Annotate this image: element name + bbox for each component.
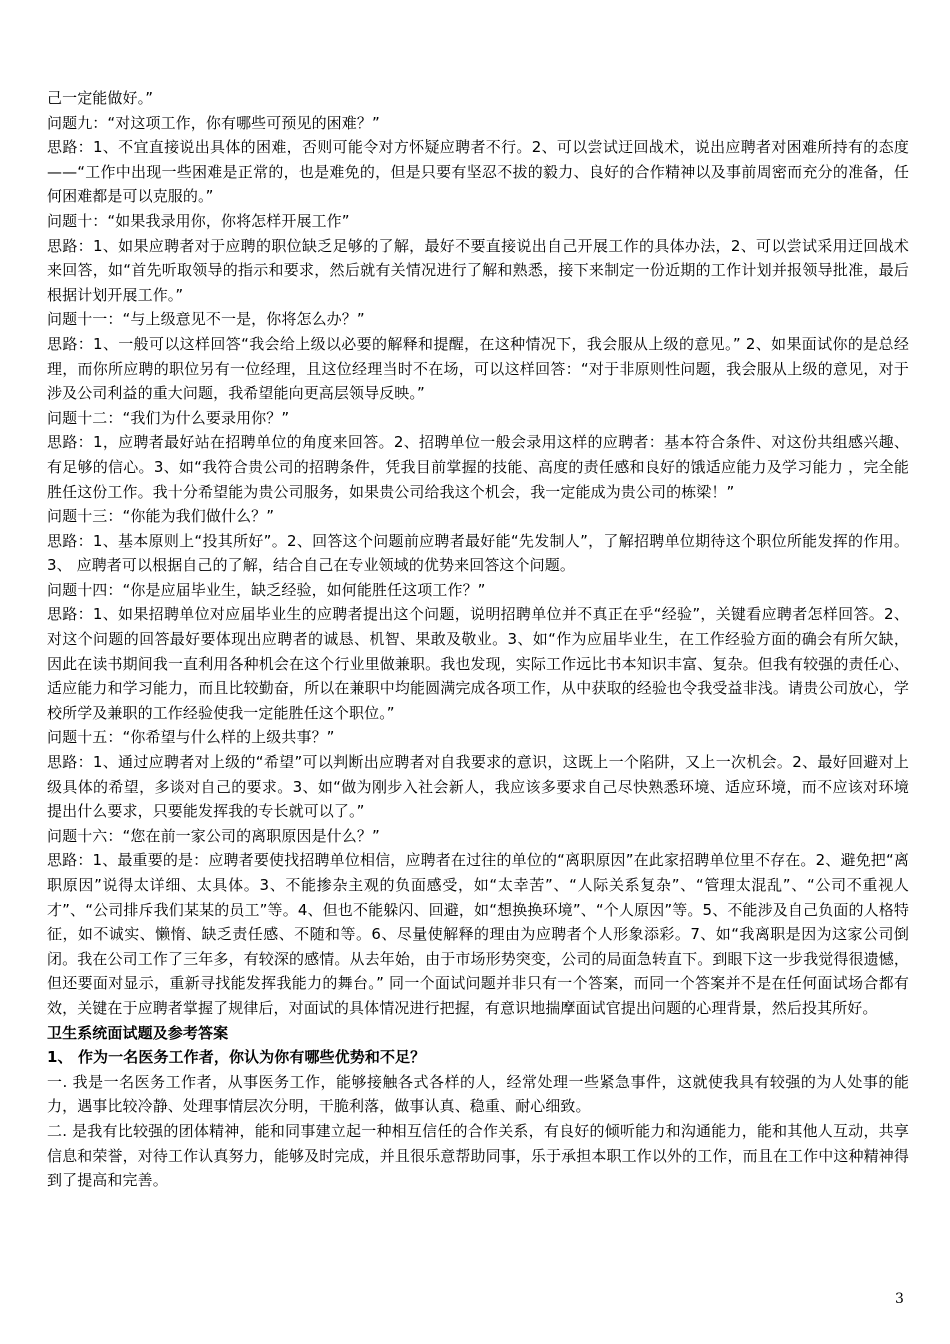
paragraph: 己一定能做好。” [47,89,154,107]
paragraph: 思路：1、一般可以这样回答“我会给上级以必要的解释和提醒，在这种情况下，我会服从上级的意见。” 2、如果面试你的是总经理，而你所应聘的职位另有一位经理，且这位经理当时不在场，可以这样回答：“对于非原则性问题，我会服从上级的意见，对于涉及公司利益的重大问题，我希望能向更高层领导反映。” [47,334,909,403]
question-heading: 问题十二：“我们为什么要录用你？” [47,408,290,427]
paragraph: 思路：1、不宜直接说出具体的困难，否则可能令对方怀疑应聘者不行。2、可以尝试迂回战术，说出应聘者对困难所持有的态度——“工作中出现一些困难是正常的，也是难免的，但是只要有坚忍不拔的毅力、良好的合作精神以及事前周密而充分的准备，任何困难都是可以克服的。” [47,138,909,206]
question-heading: 问题九：“对这项工作，你有哪些可预见的困难？” [47,113,380,132]
paragraph: 思路：1、如果招聘单位对应届毕业生的应聘者提出这个问题，说明招聘单位并不真正在乎“经验”，关键看应聘者怎样回答。2、对这个问题的回答最好要体现出应聘者的诚恳、机智、果敢及敬业。3、如“作为应届毕业生，在工作经验方面的确会有所欠缺，因此在读书期间我一直利用各种机会在这个行业里做兼职。我也发现，实际工作远比书本知识丰富、复杂。但我有较强的责任心、适应能力和学习能力，而且比较勤奋，所以在兼职中均能圆满完成各项工作，从中获取的经验也令我受益非浅。请贵公司放心，学校所学及兼职的工作经验使我一定能胜任这个职位。” [47,605,909,722]
page-number: 3 [895,1291,904,1307]
paragraph: 思路：1、最重要的是：应聘者要使找招聘单位相信，应聘者在过往的单位的“离职原因”在此家招聘单位里不存在。2、避免把“离职原因”说得太详细、太具体。3、不能掺杂主观的负面感受，如“太幸苦”、“人际关系复杂”、“管理太混乱”、“公司不重视人才”、“公司排斥我们某某的员工”等。4、但也不能躲闪、回避，如“想换换环境”、“个人原因”等。5、不能涉及自己负面的人格特征，如不诚实、懒惰、缺乏责任感、不随和等。6、尽量使解释的理由为应聘者个人形象添彩。7、如“我离职是因为这家公司倒闭。我在公司工作了三年多，有较深的感情。从去年始，由于市场形势突变，公司的局面急转直下。到眼下这一步我觉得很遗憾，但还要面对显示，重新寻找能发挥我能力的舞台。” 同一个面试问题并非只有一个答案，而同一个答案并不是在任何面试场合都有效，关键在于应聘者掌握了规律后，对面试的具体情况进行把握，有意识地揣摩面试官提出问题的心理背景，然后投其所好。 [47,851,909,1017]
section-title: 卫生系统面试题及参考答案 [47,1023,229,1042]
question-heading: 问题十四：“你是应届毕业生，缺乏经验，如何能胜任这项工作？” [47,580,486,599]
paragraph: 思路：1，应聘者最好站在招聘单位的角度来回答。2、招聘单位一般会录用这样的应聘者：基本符合条件、对这份共组感兴趣、有足够的信心。3、如“我符合贵公司的招聘条件，凭我目前掌握的技能、高度的责任感和良好的饿适应能力及学习能力 ，完全能胜任这份工作。我十分希望能为贵公司服务，如果贵公司给我这个机会，我一定能成为贵公司的栋梁！” [47,433,909,501]
question-heading: 问题十五：“你希望与什么样的上级共事？” [47,728,335,747]
question-heading: 问题十三：“你能为我们做什么？” [47,507,275,526]
paragraph: 思路：1、通过应聘者对上级的“希望”可以判断出应聘者对自我要求的意识，这既上一个陷阱，又上一次机会。2、最好回避对上级具体的希望，多谈对自己的要求。3、如“做为刚步入社会新人，我应该多要求自己尽快熟悉环境、适应环境，而不应该对环境提出什么要求，只要能发挥我的专长就可以了。” [47,753,909,821]
paragraph: 二. 是我有比较强的团体精神，能和同事建立起一种相互信任的合作关系，有良好的倾听能力和沟通能力，能和其他人互动，共享信息和荣誉，对待工作认真努力，能够及时完成，并且很乐意帮助同事，乐于承担本职工作以外的工作，而且在工作中这种精神得到了提高和完善。 [47,1121,909,1190]
question-heading: 问题十六：“您在前一家公司的离职原因是什么？” [47,826,380,845]
question-heading: 问题十：“如果我录用你，你将怎样开展工作” [47,211,350,230]
paragraph: 思路：1、基本原则上“投其所好”。2、回答这个问题前应聘者最好能“先发制人”，了解招聘单位期待这个职位所能发挥的作用。 3、 应聘者可以根据自己的了解，结合自己在专业领域的优势来回答这个问题。 [47,531,909,575]
page-body [47,86,909,1193]
numbered-question: 1、 作为一名医务工作者，你认为你有哪些优势和不足？ [47,1048,426,1067]
paragraph: 一. 我是一名医务工作者，从事医务工作，能够接触各式各样的人，经常处理一些紧急事件，这就使我具有较强的为人处事的能力，遇事比较冷静、处理事情层次分明，干脆利落，做事认真、稳重、耐心细致。 [47,1072,909,1116]
question-heading: 问题十一：“与上级意见不一是，你将怎么办？” [47,310,365,329]
paragraph: 思路：1、如果应聘者对于应聘的职位缺乏足够的了解，最好不要直接说出自己开展工作的具体办法，2、可以尝试采用迂回战术来回答，如“首先听取领导的指示和要求，然后就有关情况进行了解和熟悉，接下来制定一份近期的工作计划并报领导批准，最后根据计划开展工作。” [47,236,909,304]
